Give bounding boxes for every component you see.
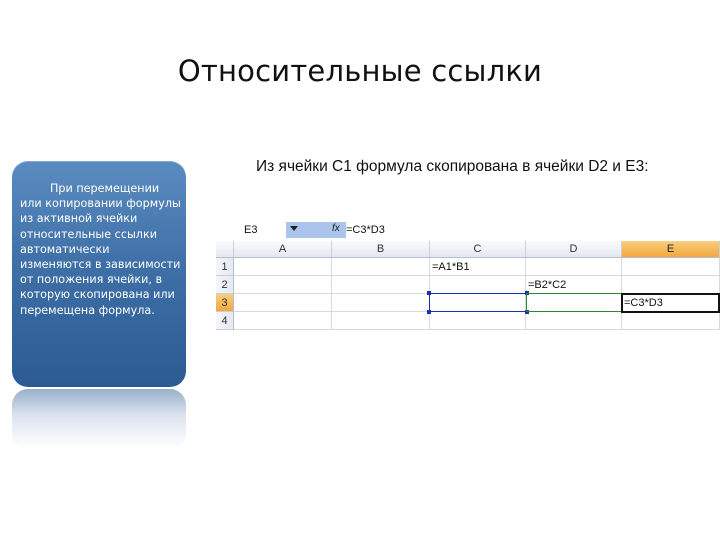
row-header-1[interactable]: 1 <box>216 258 234 276</box>
row-header-4[interactable]: 4 <box>216 312 234 330</box>
cell-a3[interactable] <box>234 294 332 312</box>
cell-d2[interactable]: =B2*C2 <box>526 276 622 294</box>
callout-reflection <box>12 389 186 449</box>
cell-c2[interactable] <box>430 276 526 294</box>
cell-a2[interactable] <box>234 276 332 294</box>
row-header-2[interactable]: 2 <box>216 276 234 294</box>
cell-b1[interactable] <box>332 258 430 276</box>
slide-title: Относительные ссылки <box>177 54 543 88</box>
reference-handle[interactable] <box>427 310 431 314</box>
cell-d1[interactable] <box>526 258 622 276</box>
fx-icon[interactable]: fx <box>332 223 340 234</box>
active-cell-border <box>621 293 720 313</box>
cell-e4[interactable] <box>622 312 720 330</box>
column-header-e[interactable]: E <box>622 241 720 258</box>
cell-b3[interactable] <box>332 294 430 312</box>
cell-d4[interactable] <box>526 312 622 330</box>
description-text: Из ячейки С1 формула скопирована в ячейки D2 и Е3: <box>256 158 649 175</box>
cell-c4[interactable] <box>430 312 526 330</box>
column-header-b[interactable]: B <box>332 241 430 258</box>
select-all-corner[interactable] <box>216 241 234 258</box>
cell-e3[interactable]: =C3*D3 <box>622 294 720 312</box>
cell-c1[interactable]: =A1*B1 <box>430 258 526 276</box>
info-callout <box>12 161 186 387</box>
reference-highlight-c3 <box>429 293 527 312</box>
row-header-3[interactable]: 3 <box>216 294 234 312</box>
dropdown-arrow-icon <box>290 226 298 231</box>
cell-b2[interactable] <box>332 276 430 294</box>
name-box[interactable]: E3 <box>244 224 258 236</box>
spreadsheet-screenshot <box>216 222 720 330</box>
formula-input[interactable]: =C3*D3 <box>346 224 385 236</box>
cell-a4[interactable] <box>234 312 332 330</box>
reference-handle[interactable] <box>427 291 431 295</box>
column-header-a[interactable]: A <box>234 241 332 258</box>
column-header-d[interactable]: D <box>526 241 622 258</box>
column-header-c[interactable]: C <box>430 241 526 258</box>
formula-bar <box>216 222 720 239</box>
cell-e2[interactable] <box>622 276 720 294</box>
reference-highlight-d3 <box>526 293 623 312</box>
cell-e1[interactable] <box>622 258 720 276</box>
cell-b4[interactable] <box>332 312 430 330</box>
callout-text: При перемещении или копировании формулы из активной ячейки относительные ссылки автоматически изменяются в зависимости от положения ячейки, в которую скопирована или перемещена формула. <box>20 182 181 317</box>
cell-a1[interactable] <box>234 258 332 276</box>
